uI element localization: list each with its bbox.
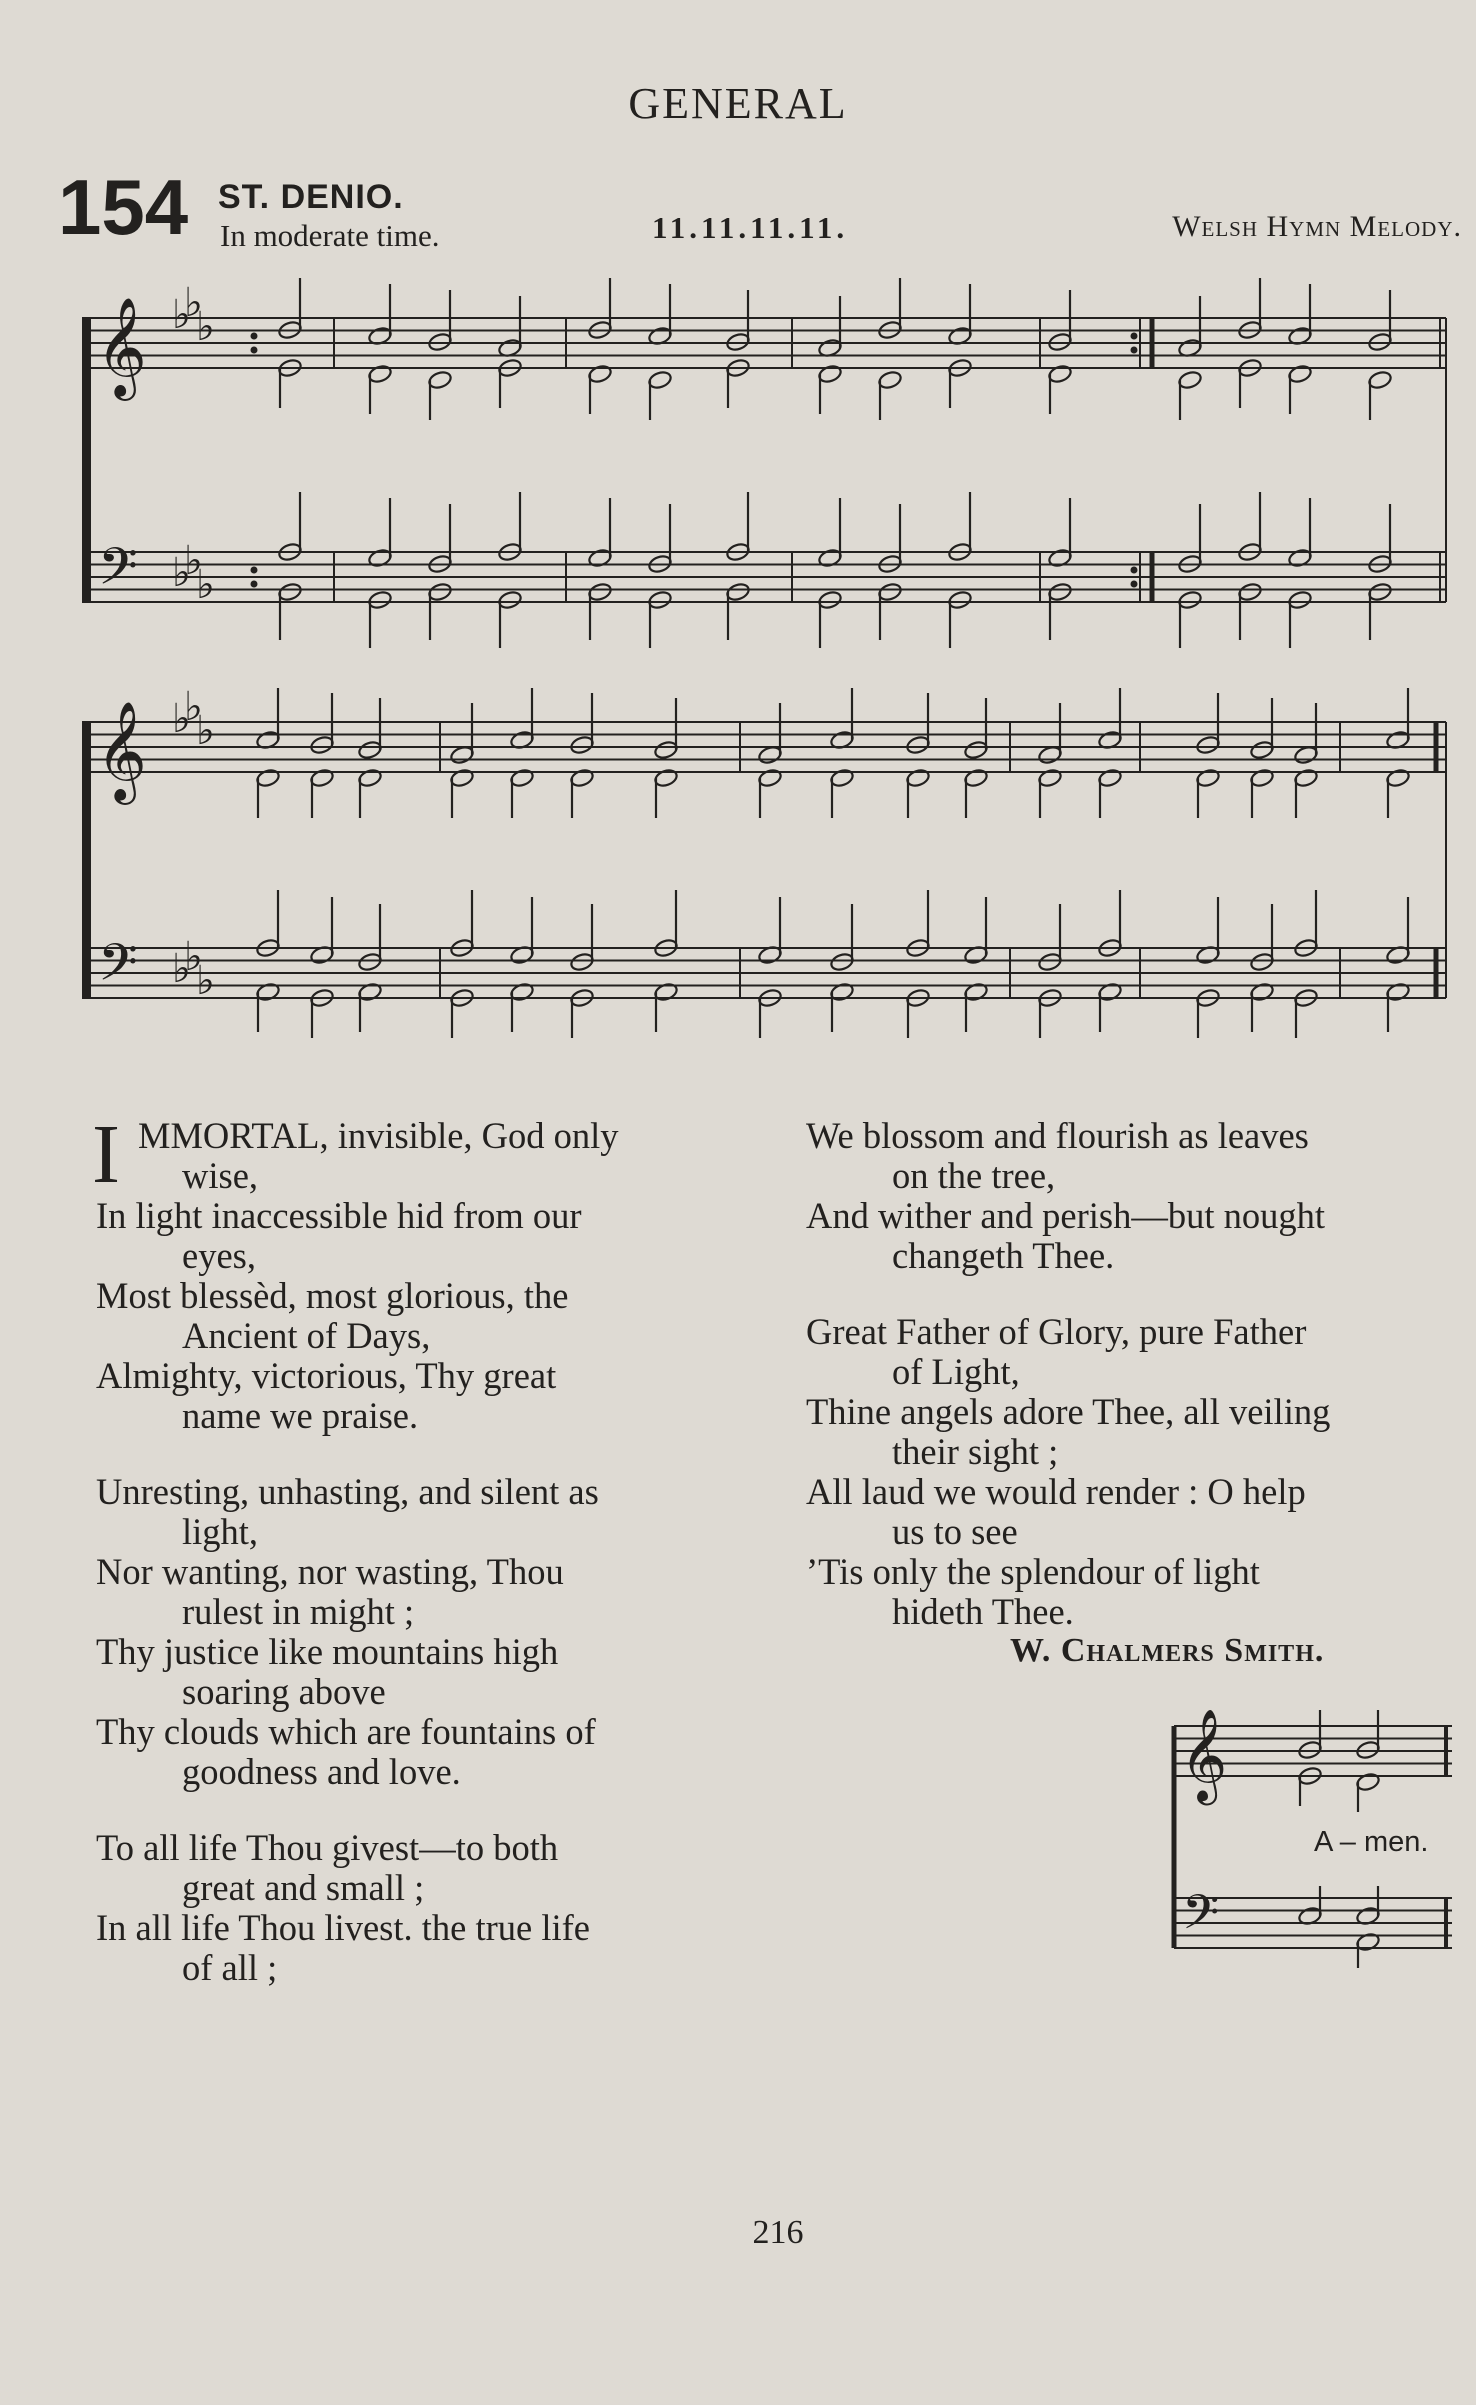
verse-line: Thy justice like mountains high (96, 1631, 559, 1672)
verse-line: Thy clouds which are fountains of (96, 1711, 596, 1752)
verse-line: Thine angels adore Thee, all veiling (806, 1391, 1331, 1432)
verse-line: In all life Thou livest. the true life (96, 1907, 590, 1948)
drop-cap: I (92, 1108, 120, 1201)
stanza-3 (96, 1828, 746, 1988)
verse-line: We blossom and flourish as leaves (806, 1115, 1309, 1156)
meter: 11.11.11.11. (652, 210, 849, 245)
svg-text:𝄢: 𝄢 (98, 536, 138, 609)
svg-text:♭: ♭ (172, 696, 191, 742)
verse-line-cont: goodness and love. (182, 1751, 461, 1792)
amen-label: A – men. (1314, 1826, 1429, 1858)
svg-text:♭: ♭ (196, 304, 215, 350)
verse-line-cont: on the tree, (892, 1155, 1056, 1196)
verse-line: Great Father of Glory, pure Father (806, 1311, 1307, 1352)
verse-line-cont: of Light, (892, 1351, 1020, 1392)
svg-text:♭: ♭ (196, 958, 215, 1004)
verse-line: In light inaccessible hid from our (96, 1195, 582, 1236)
svg-text:♭: ♭ (184, 538, 203, 584)
svg-text:𝄞: 𝄞 (96, 701, 147, 801)
svg-text:♭: ♭ (196, 562, 215, 608)
verse-line-cont: great and small ; (182, 1867, 425, 1908)
svg-text:♭: ♭ (172, 946, 191, 992)
stanza-3-continued (806, 1116, 1456, 1276)
verse-line: Most blessèd, most glorious, the (96, 1275, 569, 1316)
svg-text:𝄞: 𝄞 (1180, 1708, 1228, 1801)
verse-line-cont: their sight ; (892, 1431, 1059, 1472)
verse-line: Nor wanting, nor wasting, Thou (96, 1551, 564, 1592)
verse-line-cont: name we praise. (182, 1395, 419, 1436)
svg-text:♭: ♭ (196, 708, 215, 754)
author-credit: W. Chalmers Smith. (1010, 1632, 1325, 1669)
verse-line-cont: hideth Thee. (892, 1591, 1074, 1632)
verse-line: Almighty, victorious, Thy great (96, 1355, 557, 1396)
verse-line-cont: Ancient of Days, (182, 1315, 431, 1356)
verse-line-cont: rulest in might ; (182, 1591, 415, 1632)
tempo-marking: In moderate time. (220, 218, 440, 253)
verse-line: ’Tis only the splendour of light (806, 1551, 1260, 1592)
verse-line-cont: soaring above (182, 1671, 386, 1712)
verse-line-cont: light, (182, 1511, 259, 1552)
verse-line-cont: changeth Thee. (892, 1235, 1115, 1276)
svg-text:♭: ♭ (184, 684, 203, 730)
svg-text:♭: ♭ (184, 934, 203, 980)
hymn-number: 154 (58, 163, 189, 251)
verse-line: All laud we would render : O help (806, 1471, 1306, 1512)
verse-line-cont: eyes, (182, 1235, 256, 1276)
svg-text:♭: ♭ (184, 280, 203, 326)
svg-text:𝄞: 𝄞 (96, 297, 147, 397)
verse-line: And wither and perish—but nought (806, 1195, 1326, 1236)
svg-text:♭: ♭ (172, 550, 191, 596)
verse-line: Unresting, unhasting, and silent as (96, 1471, 599, 1512)
composer-credit: Welsh Hymn Melody. (1172, 210, 1462, 243)
page-number: 216 (752, 2214, 804, 2251)
svg-text:𝄢: 𝄢 (1182, 1884, 1220, 1952)
svg-text:𝄢: 𝄢 (98, 932, 138, 1005)
running-head: GENERAL (628, 79, 848, 128)
verse-line: MMORTAL, invisible, God only (138, 1115, 619, 1156)
tune-name: ST. DENIO. (218, 178, 404, 216)
stanza-2 (96, 1472, 746, 1792)
svg-text:♭: ♭ (172, 292, 191, 338)
verse-line: To all life Thou givest—to both (96, 1827, 559, 1868)
verse-line-cont: wise, (182, 1155, 259, 1196)
verse-line-cont: us to see (892, 1511, 1018, 1552)
stanza-1 (92, 1108, 746, 1436)
stanza-4 (806, 1312, 1456, 1632)
verse-line-cont: of all ; (182, 1947, 278, 1988)
